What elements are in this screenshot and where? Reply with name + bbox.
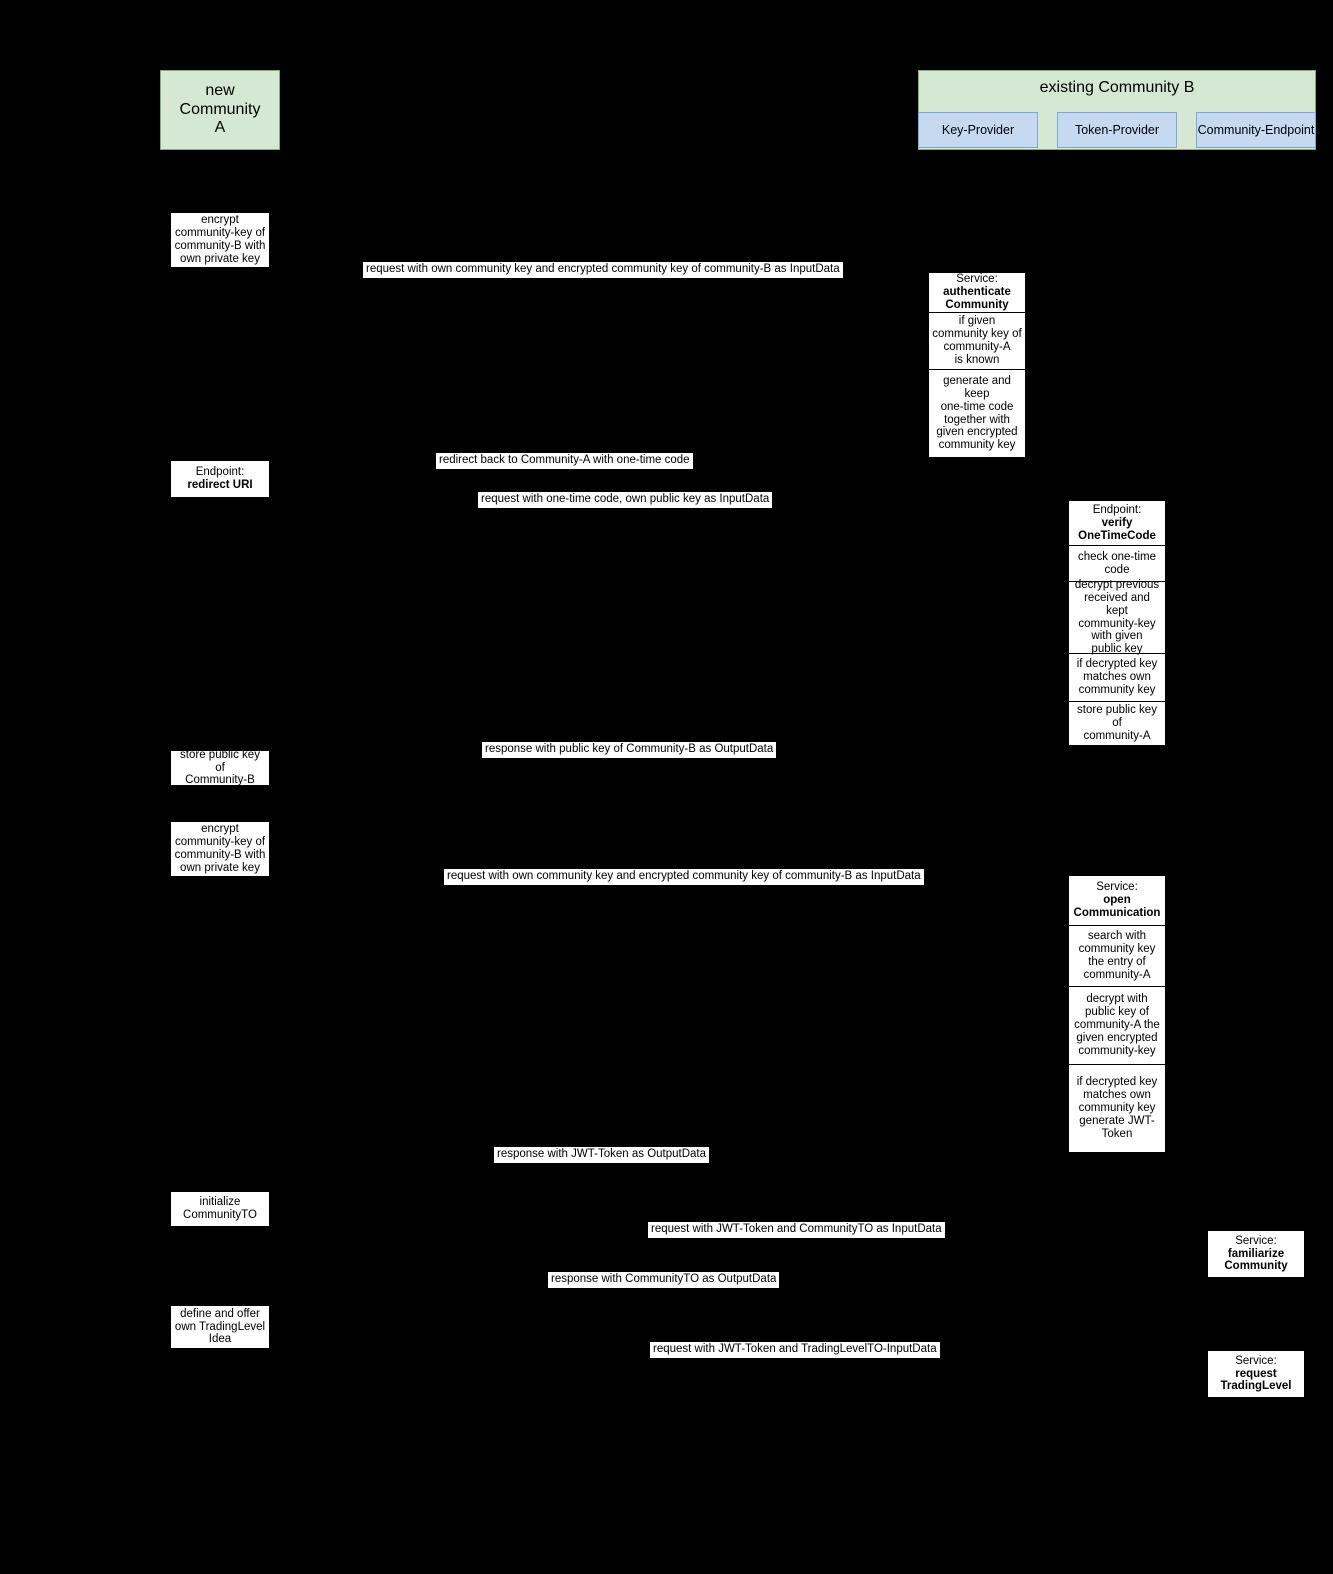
request-tradinglevel-line3: TradingLevel (1220, 1380, 1292, 1393)
verify-onetimecode-match-line1: if decrypted key (1076, 657, 1158, 670)
request-tradinglevel-header (1208, 1351, 1304, 1397)
open-communication-header-line3: Communication (1073, 906, 1161, 919)
familiarize-community-line2: familiarize (1227, 1247, 1285, 1260)
lane-key-provider (918, 112, 1038, 148)
open-communication-search-line3: the entry of (1088, 955, 1146, 968)
msg-request-onetime-code: request with one-time code, own public key as InputData (478, 492, 772, 508)
verify-onetimecode-decrypt-line2: received and kept (1084, 591, 1150, 617)
encrypt-key-1-line1: encrypt (201, 214, 239, 227)
verify-onetimecode-decrypt-line1: decrypt previous (1074, 578, 1160, 591)
request-tradinglevel-line2: request (1235, 1367, 1277, 1380)
verify-onetimecode-decrypt-line5: public key (1091, 643, 1143, 656)
open-communication-generate-line2: matches own (1083, 1089, 1151, 1102)
msg-request-jwt-tradinglevel: request with JWT-Token and TradingLevelTO-InputData (650, 1342, 940, 1358)
verify-onetimecode-check-line1: check one-time (1078, 550, 1156, 563)
stack-open-communication (1068, 875, 1166, 1153)
authenticate-community-condition-line2: community key of (932, 328, 1022, 341)
authenticate-community-header (929, 273, 1025, 313)
lane-community-endpoint-label: Community-Endpoint (1197, 123, 1315, 137)
open-communication-decrypt-line5: community-key (1078, 1044, 1156, 1057)
familiarize-community-header (1208, 1231, 1304, 1277)
verify-onetimecode-header-line3: OneTimeCode (1078, 529, 1156, 542)
request-tradinglevel-line1: Service: (1235, 1354, 1277, 1367)
stack-authenticate-community (928, 272, 1026, 458)
authenticate-community-action-line1: generate and (943, 374, 1011, 387)
verify-onetimecode-check (1069, 546, 1165, 582)
lane-community-endpoint (1196, 112, 1316, 148)
left-box-initialize-communityto (170, 1191, 270, 1227)
authenticate-community-condition (929, 313, 1025, 370)
verify-onetimecode-header-line1: Endpoint: (1092, 503, 1142, 516)
open-communication-header (1069, 876, 1165, 926)
pool-community-b-title: existing Community B (1039, 79, 1195, 96)
left-box-encrypt-key-1 (170, 212, 270, 268)
redirect-uri-line1: Endpoint: (195, 466, 245, 479)
open-communication-decrypt-line2: public key of (1085, 1006, 1149, 1019)
msg-response-public-key: response with public key of Community-B as OutputData (482, 742, 776, 758)
authenticate-community-header-line2: authenticate (943, 286, 1011, 299)
verify-onetimecode-check-line2: code (1104, 563, 1130, 576)
authenticate-community-header-line3: Community (945, 298, 1009, 311)
authenticate-community-condition-line3: community-A (943, 341, 1011, 354)
redirect-uri-line2: redirect URI (187, 479, 253, 491)
open-communication-generate-line1: if decrypted key (1076, 1076, 1158, 1089)
open-communication-generate-line3: community key (1078, 1101, 1156, 1114)
verify-onetimecode-match (1069, 654, 1165, 701)
open-communication-header-line2: open (1103, 893, 1131, 906)
authenticate-community-action-line2: keep (964, 387, 990, 400)
lane-key-provider-label: Key-Provider (941, 123, 1015, 137)
stack-familiarize-community (1207, 1230, 1305, 1278)
verify-onetimecode-match-line2: matches own (1083, 670, 1151, 683)
define-tradinglevel-line2: own TradingLevel (174, 1320, 266, 1333)
open-communication-decrypt-line1: decrypt with (1086, 993, 1148, 1006)
pool-community-a-line1: new (205, 82, 235, 100)
open-communication-search-line2: community key (1078, 943, 1156, 956)
open-communication-search-line1: search with (1087, 930, 1147, 943)
left-box-store-public-key (170, 750, 270, 786)
verify-onetimecode-store (1069, 702, 1165, 745)
open-communication-search-line4: community-A (1083, 968, 1151, 981)
encrypt-key-1-line4: own private key (180, 252, 260, 265)
left-box-define-tradinglevel (170, 1305, 270, 1349)
verify-onetimecode-header (1069, 501, 1165, 546)
pool-community-a-line2: Community (179, 100, 261, 118)
authenticate-community-action-line5: given encrypted (936, 426, 1018, 439)
encrypt-key-2-line1: encrypt (201, 823, 239, 836)
msg-request-community-key-2: request with own community key and encrypted community key of community-B as InputData (444, 869, 924, 885)
left-box-encrypt-key-2 (170, 821, 270, 877)
open-communication-generate-line5: Token (1101, 1127, 1133, 1140)
open-communication-decrypt-line4: given encrypted (1076, 1031, 1158, 1044)
open-communication-generate-line4: generate JWT- (1079, 1114, 1155, 1127)
msg-response-jwt: response with JWT-Token as OutputData (494, 1147, 709, 1163)
lane-token-provider-label: Token-Provider (1074, 123, 1160, 137)
authenticate-community-header-line1: Service: (956, 273, 998, 286)
encrypt-key-1-line2: community-key of (174, 227, 266, 240)
msg-redirect-back: redirect back to Community-A with one-time code (436, 453, 693, 469)
lane-token-provider (1057, 112, 1177, 148)
stack-verify-onetimecode (1068, 500, 1166, 746)
stack-request-tradinglevel (1207, 1350, 1305, 1398)
open-communication-generate (1069, 1065, 1165, 1152)
pool-community-a-line3: A (214, 119, 226, 137)
open-communication-decrypt-line3: community-A the (1074, 1019, 1160, 1031)
pool-community-a (160, 70, 280, 150)
authenticate-community-condition-line4: is known (954, 353, 1000, 366)
familiarize-community-line1: Service: (1235, 1234, 1277, 1247)
define-tradinglevel-line3: Idea (208, 1333, 232, 1346)
authenticate-community-condition-line1: if given (958, 315, 996, 328)
open-communication-decrypt (1069, 987, 1165, 1064)
encrypt-key-2-line3: community-B with (174, 849, 266, 861)
open-communication-header-line1: Service: (1096, 881, 1138, 894)
authenticate-community-action (929, 370, 1025, 457)
msg-response-communityto: response with CommunityTO as OutputData (548, 1272, 779, 1288)
initialize-communityto-line1: initialize (199, 1196, 241, 1209)
authenticate-community-action-line4: together with (944, 413, 1010, 426)
msg-request-community-key-1: request with own community key and encrypted community key of community-B as InputData (363, 262, 843, 278)
authenticate-community-action-line6: community key (938, 439, 1016, 452)
verify-onetimecode-store-line1: store public key of (1077, 703, 1157, 729)
encrypt-key-2-line4: own private key (180, 861, 260, 874)
store-public-key-line1: store public key of (180, 748, 260, 774)
verify-onetimecode-decrypt-line3: community-key (1078, 617, 1156, 630)
define-tradinglevel-line1: define and offer (180, 1307, 260, 1320)
verify-onetimecode-decrypt-line4: with given (1091, 630, 1143, 643)
encrypt-key-1-line3: community-B with (174, 240, 266, 252)
verify-onetimecode-header-line2: verify (1101, 516, 1133, 529)
verify-onetimecode-decrypt (1069, 578, 1165, 656)
initialize-communityto-line2: CommunityTO (183, 1209, 257, 1221)
verify-onetimecode-match-line3: community key (1078, 683, 1156, 696)
authenticate-community-action-line3: one-time code (940, 400, 1014, 413)
store-public-key-line2: Community-B (185, 774, 255, 787)
familiarize-community-line3: Community (1224, 1260, 1288, 1273)
left-box-redirect-uri (170, 460, 270, 498)
encrypt-key-2-line2: community-key of (174, 836, 266, 849)
verify-onetimecode-store-line2: community-A (1083, 729, 1151, 742)
msg-request-jwt-communityto: request with JWT-Token and CommunityTO as InputData (648, 1222, 945, 1238)
open-communication-search (1069, 926, 1165, 988)
